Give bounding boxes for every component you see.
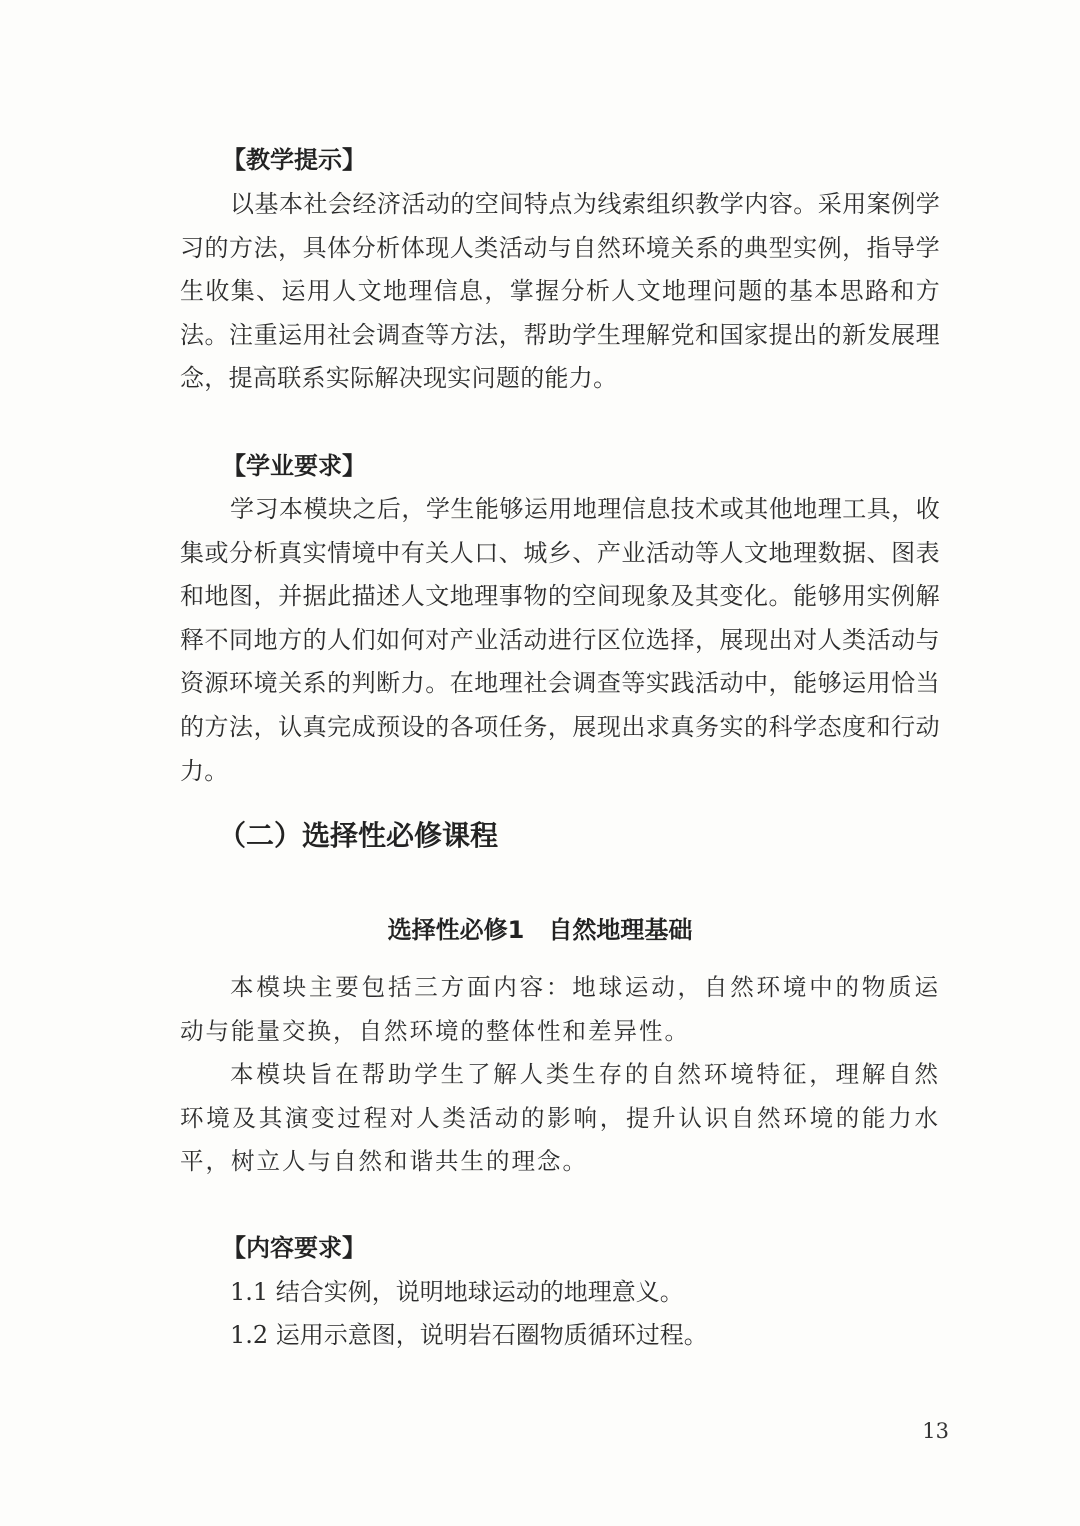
content-requirement-item: 1.1 结合实例，说明地球运动的地理意义。 bbox=[230, 1278, 684, 1306]
module-intro-paragraph-1: 本模块主要包括三方面内容：地球运动，自然环境中的物质运动与能量交换，自然环境的整体性和差异性。 bbox=[180, 973, 940, 1045]
module-name: 自然地理基础 bbox=[548, 916, 693, 944]
content-requirement-item: 1.2 运用示意图，说明岩石圈物质循环过程。 bbox=[230, 1321, 708, 1349]
module-title bbox=[0, 911, 1080, 949]
academic-requirements-paragraph: 学习本模块之后，学生能够运用地理信息技术或其他地理工具，收集或分析真实情境中有关人口、城乡、产业活动等人文地理数据、图表和地图，并据此描述人文地理事物的空间现象及其变化。能够用实例解释不同地方的人们如何对产业活动进行区位选择，展现出对人类活动与资源环境关系的判断力。在地理社会调查等实践活动中，能够运用恰当的方法，认真完成预设的各项任务，展现出求真务实的科学态度和行动力。 bbox=[180, 495, 940, 785]
section-title: （二）选择性必修课程 bbox=[218, 819, 499, 852]
page-number: 13 bbox=[922, 1419, 949, 1443]
module-intro-paragraph-2: 本模块旨在帮助学生了解人类生存的自然环境特征，理解自然环境及其演变过程对人类活动的影响，提升认识自然环境的能力水平，树立人与自然和谐共生的理念。 bbox=[180, 1060, 940, 1176]
teaching-tips-paragraph: 以基本社会经济活动的空间特点为线索组织教学内容。采用案例学习的方法，具体分析体现人类活动与自然环境关系的典型实例，指导学生收集、运用人文地理信息，掌握分析人文地理问题的基本思路和方法。注重运用社会调查等方法，帮助学生理解党和国家提出的新发展理念，提高联系实际解决现实问题的能力。 bbox=[180, 190, 940, 393]
teaching-tips-heading: 【教学提示】 bbox=[222, 146, 366, 174]
content-requirements-heading: 【内容要求】 bbox=[222, 1234, 366, 1262]
academic-requirements-heading: 【学业要求】 bbox=[222, 452, 366, 480]
module-number: 选择性必修1 bbox=[387, 916, 525, 944]
